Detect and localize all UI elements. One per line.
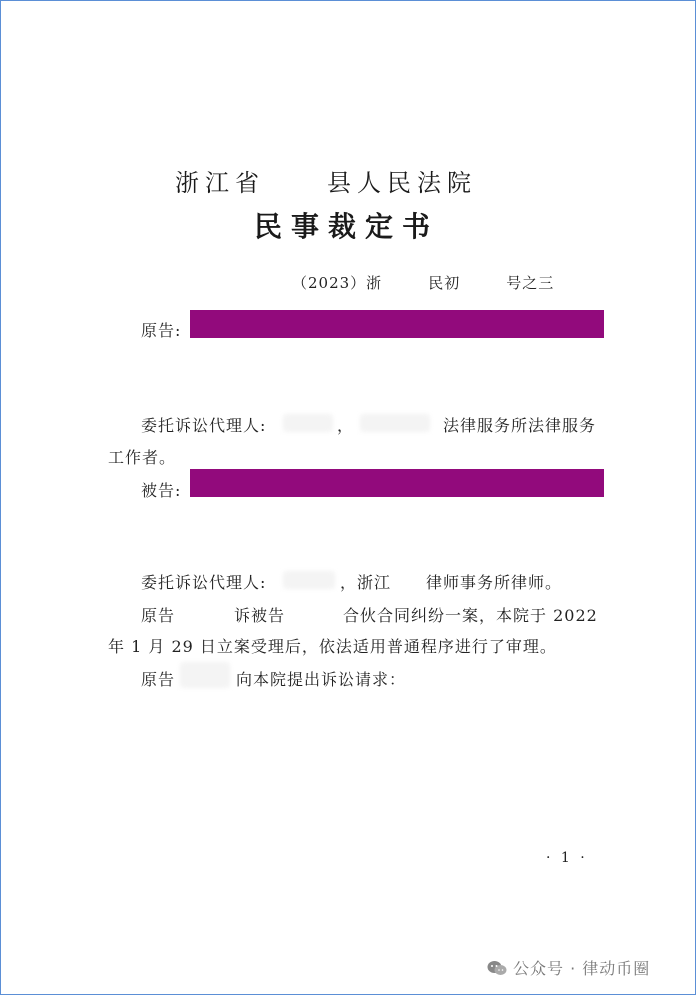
page-number: · 1 ·: [546, 850, 588, 866]
document-title: 民事裁定书: [254, 210, 440, 243]
agent1-org: 法律服务所法律服务: [443, 416, 597, 435]
watermark-text: 公众号 · 律动币圈: [513, 959, 651, 978]
court-name: [175, 163, 477, 198]
case-number-part2: 民初: [428, 274, 461, 292]
agent1-comma: ，: [337, 416, 355, 435]
para2-name-blur: [180, 662, 230, 688]
wechat-icon: [487, 960, 507, 976]
agent1-org-blur: [360, 414, 430, 432]
court-name-part2: 县人民法院: [327, 169, 477, 197]
para1-line2: 年 1 月 29 日立案受理后，依法适用普通程序进行了审理。: [108, 637, 557, 656]
defendant-label: 被告:: [141, 481, 182, 500]
watermark: [487, 956, 650, 979]
agent2-name-blur: [283, 571, 335, 589]
para2-plaintiff: 原告: [141, 670, 176, 689]
agent2-org-b: 律师事务所律师。: [426, 573, 563, 592]
plaintiff-redaction: [190, 310, 604, 338]
para1-case: 合伙合同纠纷一案，本院于 2022: [343, 606, 598, 625]
defendant-redaction: [190, 469, 604, 497]
case-number-part1: （2023）浙: [292, 274, 383, 292]
case-number-part3: 号之三: [506, 274, 555, 292]
agent1-label: 委托诉讼代理人:: [141, 416, 267, 435]
para1-vs: 诉被告: [234, 606, 286, 625]
para2-claims: 向本院提出诉讼请求：: [236, 670, 407, 689]
para1-plaintiff: 原告: [141, 606, 176, 625]
court-name-part1: 浙江省: [175, 169, 265, 197]
agent2-org-a: ，浙江: [340, 573, 392, 592]
agent1-role: 工作者。: [108, 448, 177, 467]
agent1-name-blur: [283, 414, 333, 432]
agent2-label: 委托诉讼代理人:: [141, 573, 267, 592]
case-number: [292, 272, 554, 293]
plaintiff-label: 原告:: [141, 321, 182, 340]
